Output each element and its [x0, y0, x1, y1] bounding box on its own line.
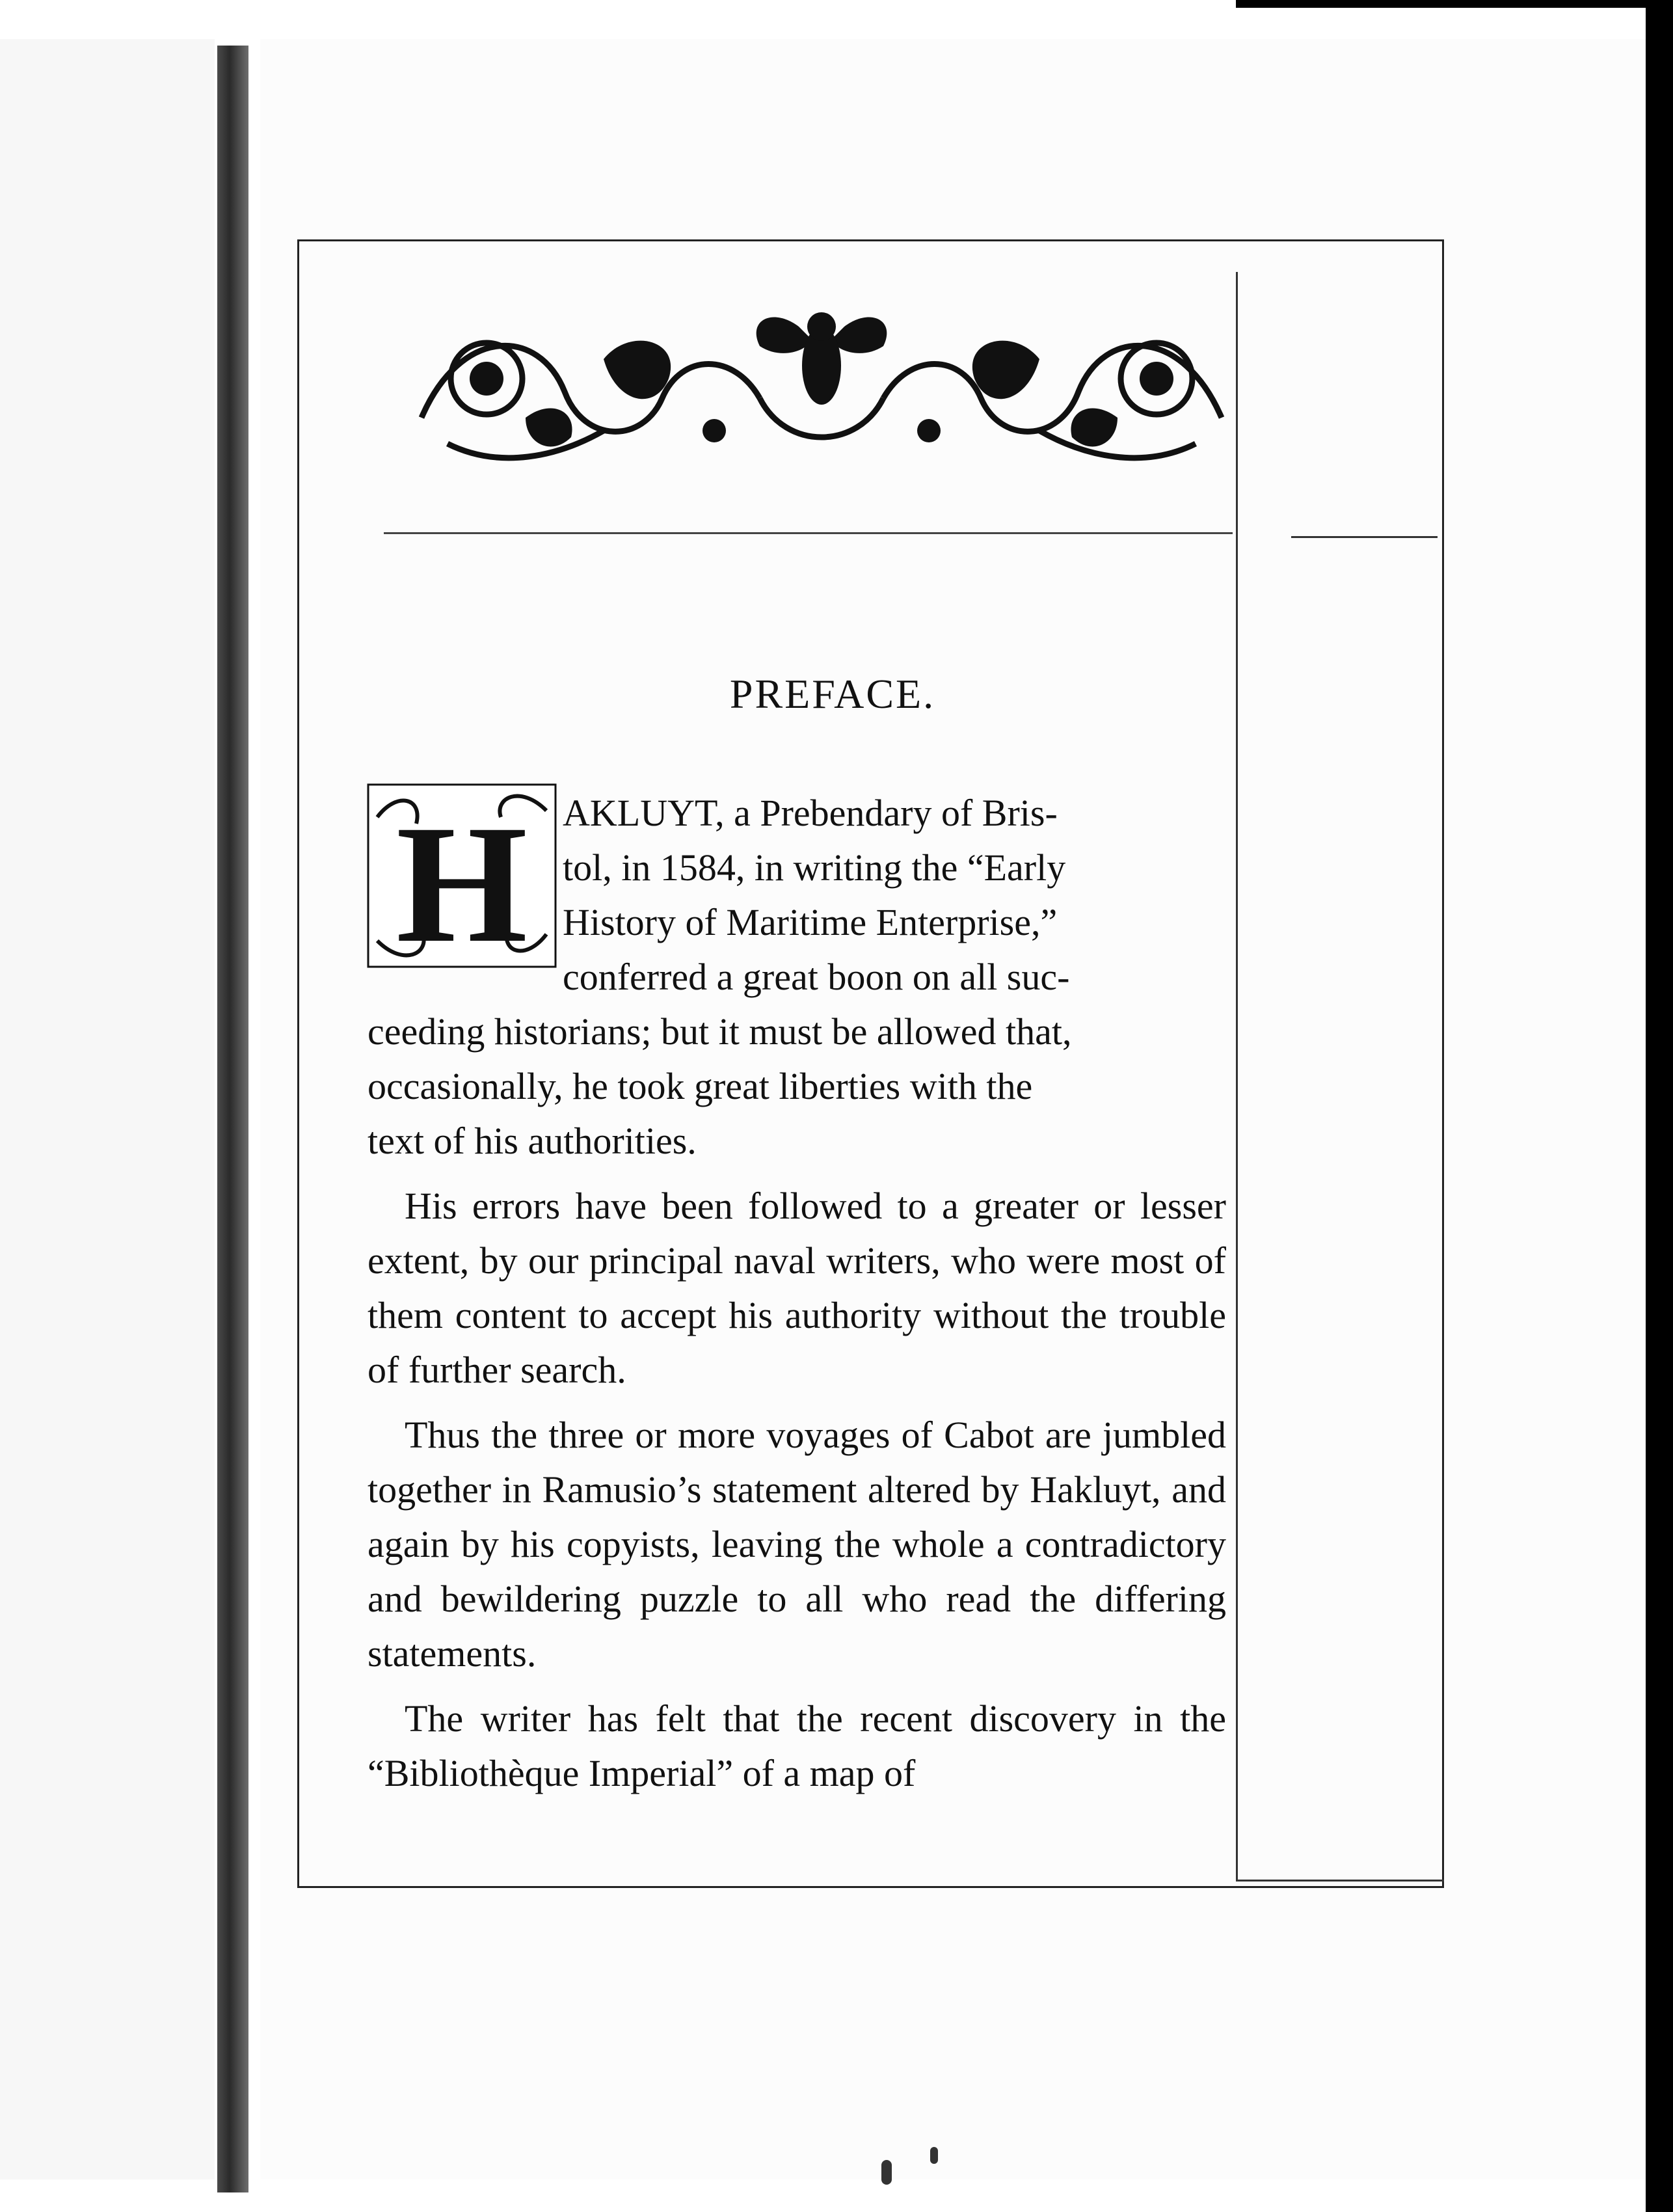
text-line: occasionally, he took great liberties with the	[368, 1065, 1033, 1107]
text-line: conferred a great boon on all suc-	[563, 956, 1070, 998]
text-line: text of his authorities.	[368, 1120, 697, 1162]
paragraph-1-continued	[368, 1005, 1226, 1168]
page-title: PREFACE.	[729, 671, 936, 717]
paragraph-3: Thus the three or more voyages of Cabot are jumbled together in Ramusio’s statement altered by Hakluyt, and again by his copyists, leaving the whole a contradictory and bewildering puzzle to all who read the differing statements.	[368, 1414, 1226, 1675]
scan-speck	[881, 2160, 892, 2185]
scan-speck	[930, 2147, 938, 2164]
facing-page	[0, 39, 215, 2179]
body-text	[368, 786, 1226, 1801]
scan-edge-top	[1236, 0, 1673, 8]
paragraph-1	[368, 786, 1226, 1005]
text-line: History of Maritime Enterprise,”	[563, 901, 1058, 943]
headpiece-rule	[384, 532, 1233, 534]
frame-bottom-rule	[1236, 1880, 1444, 1882]
side-rule	[1291, 536, 1438, 538]
text-line: ceeding historians; but it must be allowed that,	[368, 1010, 1072, 1053]
text-line: tol, in 1584, in writing the “Early	[563, 846, 1066, 889]
paragraph-4: The writer has felt that the recent discovery in the “Bibliothèque Imperial” of a map of	[368, 1697, 1226, 1794]
book-spine	[217, 46, 248, 2192]
text-line: AKLUYT, a Prebendary of Bris-	[563, 792, 1058, 834]
svg-text:H: H	[395, 790, 528, 973]
frame-divider	[1236, 272, 1238, 1882]
paragraph-2: His errors have been followed to a greater or lesser extent, by our principal naval writers, who were most of them content to accept his authority without the trouble of further search.	[368, 1185, 1226, 1391]
floral-headpiece-icon	[408, 301, 1235, 476]
scan-edge-right	[1646, 0, 1673, 2212]
